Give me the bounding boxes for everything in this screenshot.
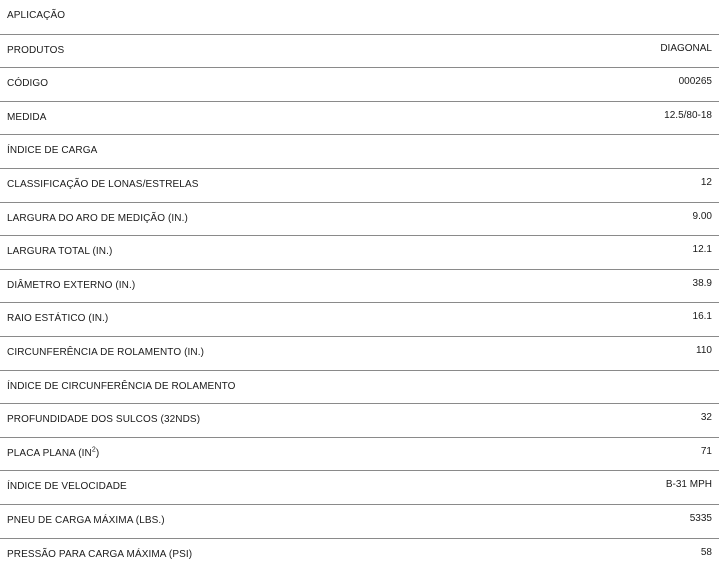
spec-row-diametro-externo — [0, 269, 719, 303]
spec-label: CÓDIGO — [7, 78, 48, 89]
spec-row-raio-estatico — [0, 302, 719, 336]
spec-label: PROFUNDIDADE DOS SULCOS (32NDS) — [7, 414, 200, 425]
superscript: 2 — [92, 446, 96, 453]
spec-row-aplicacao — [0, 0, 719, 34]
spec-value: 71 — [701, 446, 712, 457]
spec-row-largura-aro — [0, 202, 719, 236]
spec-label: MEDIDA — [7, 112, 47, 123]
spec-row-profundidade-sulcos — [0, 403, 719, 437]
spec-row-largura-total — [0, 235, 719, 269]
spec-label: ÍNDICE DE CARGA — [7, 145, 97, 156]
spec-value: 12.1 — [693, 244, 712, 255]
spec-row-codigo — [0, 67, 719, 101]
spec-row-medida — [0, 101, 719, 135]
spec-value: 5335 — [690, 513, 712, 524]
spec-label: PRODUTOS — [7, 45, 64, 56]
spec-label: PNEU DE CARGA MÁXIMA (LBS.) — [7, 515, 165, 526]
spec-row-indice-velocidade — [0, 470, 719, 504]
spec-label: LARGURA DO ARO DE MEDIÇÃO (IN.) — [7, 213, 188, 224]
spec-row-indice-circunferencia — [0, 370, 719, 404]
spec-value: 38.9 — [693, 278, 712, 289]
spec-row-indice-carga — [0, 134, 719, 168]
spec-label-text: PLACA PLANA (IN — [7, 448, 92, 459]
spec-row-pressao-carga-maxima — [0, 538, 719, 571]
spec-row-circunferencia-rolamento — [0, 336, 719, 370]
spec-label: CIRCUNFERÊNCIA DE ROLAMENTO (IN.) — [7, 347, 204, 358]
spec-label: ÍNDICE DE VELOCIDADE — [7, 481, 127, 492]
spec-row-carga-maxima — [0, 504, 719, 538]
spec-label: CLASSIFICAÇÃO DE LONAS/ESTRELAS — [7, 179, 199, 190]
spec-row-placa-plana — [0, 437, 719, 471]
spec-label: ÍNDICE DE CIRCUNFERÊNCIA DE ROLAMENTO — [7, 381, 236, 392]
spec-row-produtos — [0, 34, 719, 68]
spec-label: RAIO ESTÁTICO (IN.) — [7, 313, 108, 324]
spec-value: 9.00 — [693, 211, 712, 222]
spec-row-classificacao-lonas — [0, 168, 719, 202]
spec-label: DIÂMETRO EXTERNO (IN.) — [7, 280, 135, 291]
spec-value: 58 — [701, 547, 712, 558]
spec-value: 32 — [701, 412, 712, 423]
spec-label: APLICAÇÃO — [7, 10, 65, 21]
spec-value: B-31 MPH — [666, 479, 712, 490]
spec-value: 000265 — [679, 76, 712, 87]
spec-label — [7, 448, 99, 459]
spec-label: LARGURA TOTAL (IN.) — [7, 246, 112, 257]
spec-value: 12.5/80-18 — [664, 110, 712, 121]
spec-value: 16.1 — [693, 311, 712, 322]
spec-label: PRESSÃO PARA CARGA MÁXIMA (PSI) — [7, 549, 192, 560]
spec-label-suffix: ) — [96, 448, 99, 459]
spec-value: 12 — [701, 177, 712, 188]
spec-value: 110 — [696, 345, 712, 356]
spec-value: DIAGONAL — [660, 43, 712, 54]
